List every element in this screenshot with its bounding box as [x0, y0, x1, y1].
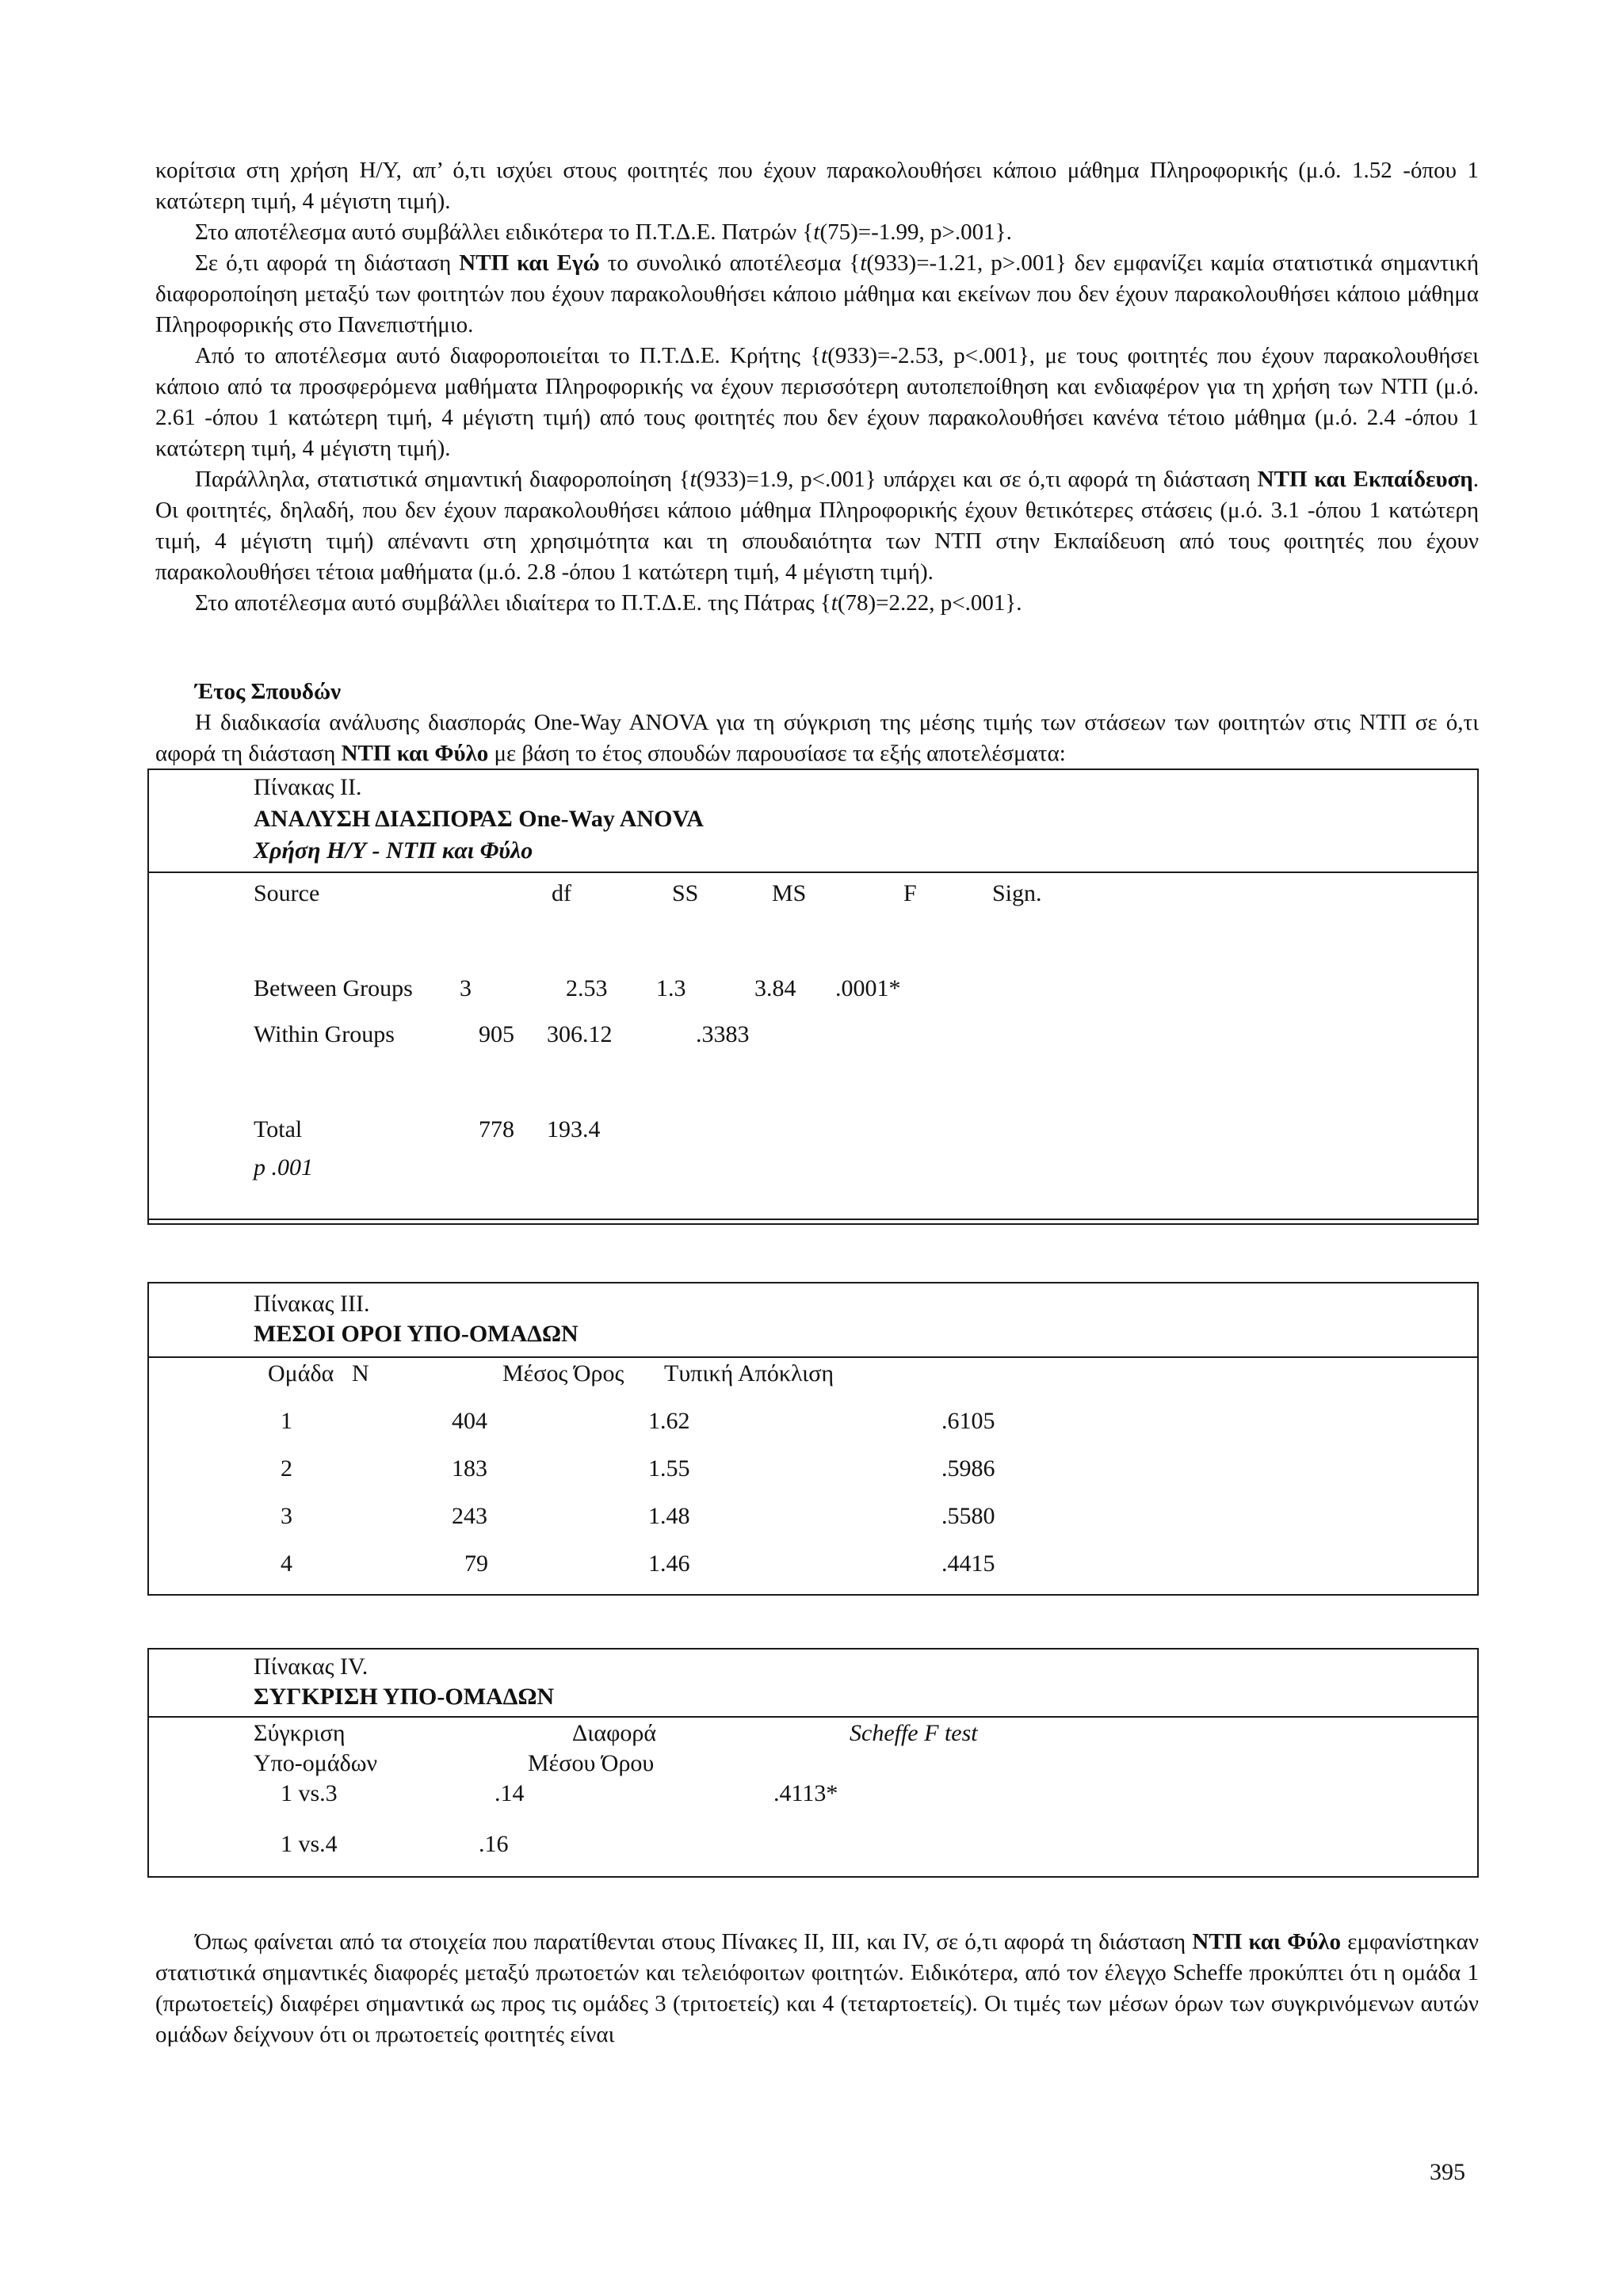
table-4-header	[149, 1650, 1477, 1718]
row-2-group: 2	[281, 1455, 292, 1482]
row-4-n: 79	[464, 1550, 488, 1577]
table-2-header	[149, 770, 1477, 873]
row-1-mean: 1.62	[648, 1408, 690, 1434]
row-3-mean: 1.48	[648, 1503, 690, 1529]
col-header-subgroups: Υπο-ομάδων	[254, 1750, 378, 1776]
row-1vs3-comparison: 1 vs.3	[281, 1780, 338, 1806]
row-1vs4-comparison: 1 vs.4	[281, 1831, 338, 1857]
col-header-ms: MS	[772, 880, 807, 906]
row-between-source: Between Groups	[254, 975, 413, 1001]
paragraph-6: Στο αποτέλεσμα αυτό συμβάλλει ιδιαίτερα το Π.Τ.Δ.Ε. της Πάτρας {t(78)=2.22, p<.001}.	[195, 590, 1022, 616]
col-header-source: Source	[254, 880, 320, 906]
row-1vs3-difference: .14	[495, 1780, 525, 1806]
col-header-difference: Διαφορά	[572, 1720, 657, 1746]
paragraph-4: Από το αποτέλεσμα αυτό διαφοροποιείται το Π.Τ.Δ.Ε. Κρήτης {t(933)=-2.53, p<.001}, με τους φοιτητές που έχουν παρακολουθήσει κάποιο από τα προσφερόμενα μαθήματα Πληροφορικής να έχουν περισσότερη αυτοπεποίθηση και ενδιαφέρον για τη χρήση των ΝΤΠ (μ.ό. 2.61 -όπου 1 κατώτερη τιμή, 4 μέγιστη τιμή) από τους φοιτητές που δεν έχουν παρακολουθήσει κανένα τέτοιο μάθημα (μ.ό. 2.4 -όπου 1 κατώτερη τιμή, 4 μέγιστη τιμή).	[155, 343, 1479, 461]
col-header-scheffe: Scheffe F test	[850, 1720, 978, 1746]
row-total-df: 778	[479, 1116, 514, 1142]
paragraph-3: Σε ό,τι αφορά τη διάσταση ΝΤΠ και Εγώ το συνολικό αποτέλεσμα {t(933)=-1.21, p>.001} δεν εμφανίζει καμία στατιστικά σημαντική διαφοροποίηση μεταξύ των φοιτητών που έχουν παρακολουθήσει κάποιο μάθημα και εκείνων που δεν έχουν παρακολουθήσει κάποιο μάθημα Πληροφορικής στο Πανεπιστήμιο.	[155, 250, 1479, 338]
section-year-of-study	[155, 677, 1479, 769]
row-between-ms: 1.3	[656, 975, 686, 1001]
col-header-mean-of: Μέσου Όρου	[528, 1750, 655, 1776]
paragraph-2: Στο αποτέλεσμα αυτό συμβάλλει ειδικότερα το Π.Τ.Δ.Ε. Πατρών {t(75)=-1.99, p>.001}.	[195, 219, 1012, 245]
col-header-n: N	[352, 1360, 369, 1386]
paragraph-1: κορίτσια στη χρήση Η/Υ, απ’ ό,τι ισχύει στους φοιτητές που έχουν παρακολουθήσει κάποιο μάθημα Πληροφορικής (μ.ό. 1.52 -όπου 1 κατώτερη τιμή, 4 μέγιστη τιμή).	[155, 158, 1479, 214]
row-within-source: Within Groups	[254, 1021, 395, 1047]
row-between-sign: .0001*	[835, 975, 901, 1001]
table-2-bottom-rule	[149, 1219, 1477, 1220]
table-3-header	[149, 1283, 1477, 1358]
row-1-n: 404	[452, 1408, 487, 1434]
row-3-sd: .5580	[941, 1503, 995, 1529]
table-2-anova	[147, 769, 1479, 1225]
col-header-sd: Τυπική Απόκλιση	[664, 1360, 834, 1386]
paragraph-5: Παράλληλα, στατιστικά σημαντική διαφοροποίηση {t(933)=1.9, p<.001} υπάρχει και σε ό,τι αφορά τη διάσταση ΝΤΠ και Εκπαίδευση. Οι φοιτητές, δηλαδή, που δεν έχουν παρακολουθήσει κάποιο μάθημα Πληροφορικής έχουν θετικότερες στάσεις (μ.ό. 3.1 -όπου 1 κατώτερη τιμή, 4 μέγιστη τιμή) απέναντι στη χρησιμότητα και τη σπουδαιότητα των ΝΤΠ στην Εκπαίδευση από τους φοιτητές που έχουν παρακολουθήσει τέτοια μαθήματα (μ.ό. 2.8 -όπου 1 κατώτερη τιμή, 4 μέγιστη τιμή).	[155, 467, 1479, 585]
row-1vs3-scheffe: .4113*	[773, 1780, 838, 1806]
table-2-subtitle: Χρήση Η/Υ - ΝΤΠ και Φύλο	[254, 837, 533, 864]
paragraph-bottom: Όπως φαίνεται από τα στοιχεία που παρατίθενται στους Πίνακες ΙΙ, ΙΙΙ, και ΙV, σε ό,τι αφορά τη διάσταση ΝΤΠ και Φύλο εμφανίστηκαν στατιστικά σημαντικές διαφορές μεταξύ πρωτοετών και τελειόφοιτων φοιτητών. Ειδικότερα, από τον έλεγχο Scheffe προκύπτει ότι η ομάδα 1 (πρωτοετείς) διαφέρει σημαντικά ως προς τις ομάδες 3 (τριτοετείς) και 4 (τεταρτοετείς). Οι τιμές των μέσων όρων των συγκρινόμενων αυτών ομάδων δείχνουν ότι οι πρωτοετείς φοιτητές είναι	[155, 1929, 1479, 2047]
col-header-ss: SS	[672, 880, 699, 906]
row-within-ms: .3383	[696, 1021, 750, 1047]
row-3-n: 243	[452, 1503, 487, 1529]
table-2-note: p .001	[254, 1154, 313, 1180]
row-4-group: 4	[281, 1550, 292, 1577]
section-heading: Έτος Σπουδών	[195, 679, 342, 704]
row-4-sd: .4415	[941, 1550, 995, 1577]
col-header-comparison: Σύγκριση	[254, 1720, 346, 1746]
table-2-title: ΑΝΑΛΥΣΗ ΔΙΑΣΠΟΡΑΣ One-Way ANOVA	[254, 806, 704, 832]
col-header-df: df	[552, 880, 571, 906]
row-1vs4-difference: .16	[479, 1831, 509, 1857]
row-1-group: 1	[281, 1408, 292, 1434]
row-total-ss: 193.4	[547, 1116, 601, 1142]
row-total-source: Total	[254, 1116, 303, 1142]
row-within-df: 905	[479, 1021, 514, 1047]
table-3-means	[147, 1282, 1479, 1596]
section-intro: Η διαδικασία ανάλυσης διασποράς One-Way ANOVA για τη σύγκριση της μέσης τιμής των στάσεων των φοιτητών στις ΝΤΠ σε ό,τι αφορά τη διάσταση ΝΤΠ και Φύλο με βάση το έτος σπουδών παρουσίασε τα εξής αποτελέσματα:	[155, 710, 1479, 766]
table-4-caption: Πίνακας ΙV.	[254, 1653, 369, 1680]
row-3-group: 3	[281, 1503, 292, 1529]
page-number: 395	[1430, 2159, 1465, 2185]
row-between-ss: 2.53	[566, 975, 608, 1001]
row-within-ss: 306.12	[547, 1021, 613, 1047]
table-4-title: ΣΥΓΚΡΙΣΗ ΥΠΟ-ΟΜΑΔΩΝ	[254, 1684, 555, 1710]
row-2-n: 183	[452, 1455, 487, 1482]
table-3-title: ΜΕΣΟΙ ΟΡΟΙ ΥΠΟ-ΟΜΑΔΩΝ	[254, 1321, 579, 1347]
col-header-f: F	[903, 880, 917, 906]
row-1-sd: .6105	[941, 1408, 995, 1434]
row-4-mean: 1.46	[648, 1550, 690, 1577]
table-3-caption: Πίνακας ΙΙΙ.	[254, 1291, 370, 1317]
col-header-sign: Sign.	[992, 880, 1042, 906]
body-text-bottom	[155, 1927, 1479, 2050]
row-2-mean: 1.55	[648, 1455, 690, 1482]
table-4-comparison	[147, 1648, 1479, 1878]
col-header-group: Ομάδα	[268, 1360, 334, 1386]
row-2-sd: .5986	[941, 1455, 995, 1482]
col-header-mean: Μέσος Όρος	[502, 1360, 624, 1386]
row-between-df: 3	[460, 975, 472, 1001]
row-between-f: 3.84	[754, 975, 796, 1001]
body-text-top	[155, 155, 1479, 619]
table-2-caption: Πίνακας ΙΙ.	[254, 774, 362, 800]
